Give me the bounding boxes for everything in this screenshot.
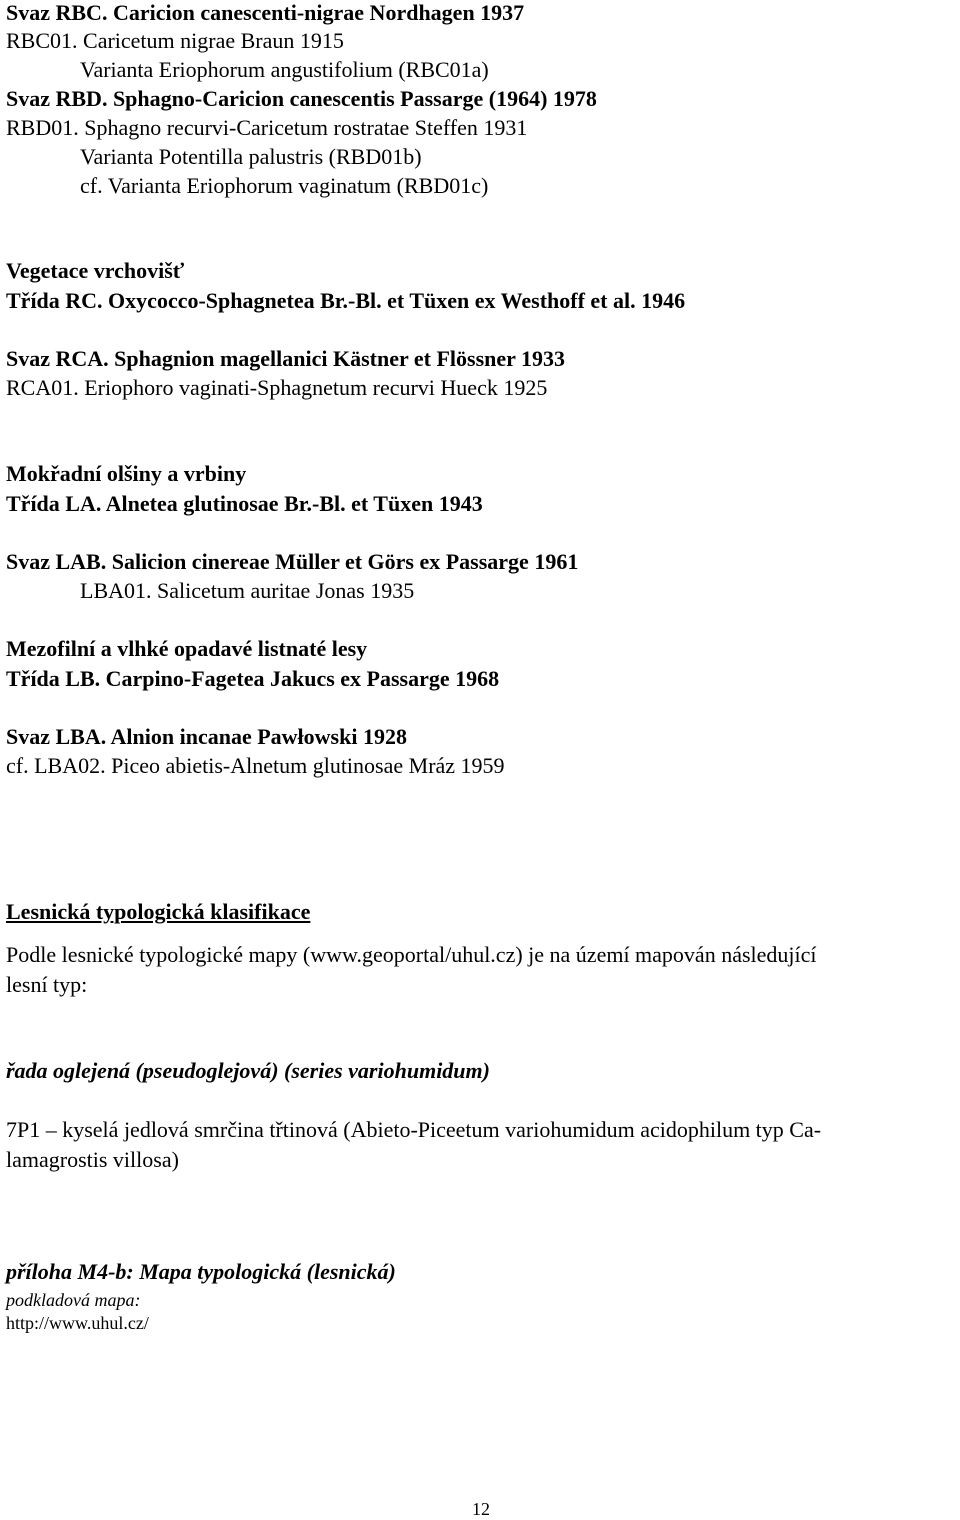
association-rbc01: RBC01. Caricetum nigrae Braun 1915 [6, 28, 344, 53]
class-rc: Třída RC. Oxycocco-Sphagnetea Br.-Bl. et Tüxen ex Westhoff et al. 1946 [6, 288, 686, 313]
forest-type-line-1: 7P1 – kyselá jedlová smrčina třtinová (Abieto-Piceetum variohumidum acidophilum typ Ca- [6, 1117, 822, 1142]
class-lb: Třída LB. Carpino-Fagetea Jakucs ex Passarge 1968 [6, 666, 500, 691]
paragraph-line-1 [6, 942, 956, 968]
paragraph-line-2: lesní typ: [6, 972, 88, 997]
alliance-lab: Svaz LAB. Salicion cinereae Müller et Görs ex Passarge 1961 [6, 549, 579, 574]
paragraph-text-1: Podle lesnické typologické mapy (www.geoportal/uhul.cz) je na území mapován následující [6, 942, 817, 967]
variant-rbd01c: cf. Varianta Eriophorum vaginatum (RBD01c) [80, 173, 489, 198]
association-lba01: LBA01. Salicetum auritae Jonas 1935 [80, 578, 415, 603]
class-la: Třída LA. Alnetea glutinosae Br.-Bl. et Tüxen 1943 [6, 491, 483, 516]
series-heading: řada oglejená (pseudoglejová) (series variohumidum) [6, 1058, 490, 1083]
section-heading-mezofilni: Mezofilní a vlhké opadavé listnaté lesy [6, 636, 368, 661]
variant-rbc01a: Varianta Eriophorum angustifolium (RBC01a) [80, 57, 489, 82]
section-heading-lesnicka: Lesnická typologická klasifikace [6, 899, 311, 924]
association-rca01: RCA01. Eriophoro vaginati-Sphagnetum recurvi Hueck 1925 [6, 375, 548, 400]
alliance-rbd: Svaz RBD. Sphagno-Caricion canescentis Passarge (1964) 1978 [6, 86, 597, 111]
alliance-rca: Svaz RCA. Sphagnion magellanici Kästner et Flössner 1933 [6, 346, 565, 371]
alliance-lba: Svaz LBA. Alnion incanae Pawłowski 1928 [6, 724, 407, 749]
forest-type-line-2: lamagrostis villosa) [6, 1147, 179, 1172]
page-number: 12 [472, 1499, 490, 1519]
variant-rbd01b: Varianta Potentilla palustris (RBD01b) [80, 144, 422, 169]
basemap-label: podkladová mapa: [6, 1290, 141, 1310]
association-lba02: cf. LBA02. Piceo abietis-Alnetum glutinosae Mráz 1959 [6, 753, 505, 778]
alliance-rbc: Svaz RBC. Caricion canescenti-nigrae Nordhagen 1937 [6, 0, 525, 25]
basemap-url-link[interactable]: http://www.uhul.cz/ [6, 1313, 149, 1333]
section-heading-vrchoviste: Vegetace vrchovišť [6, 258, 185, 283]
section-heading-olsiny: Mokřadní olšiny a vrbiny [6, 461, 247, 486]
appendix-heading: příloha M4-b: Mapa typologická (lesnická) [6, 1259, 396, 1284]
association-rbd01: RBD01. Sphagno recurvi-Caricetum rostratae Steffen 1931 [6, 115, 528, 140]
